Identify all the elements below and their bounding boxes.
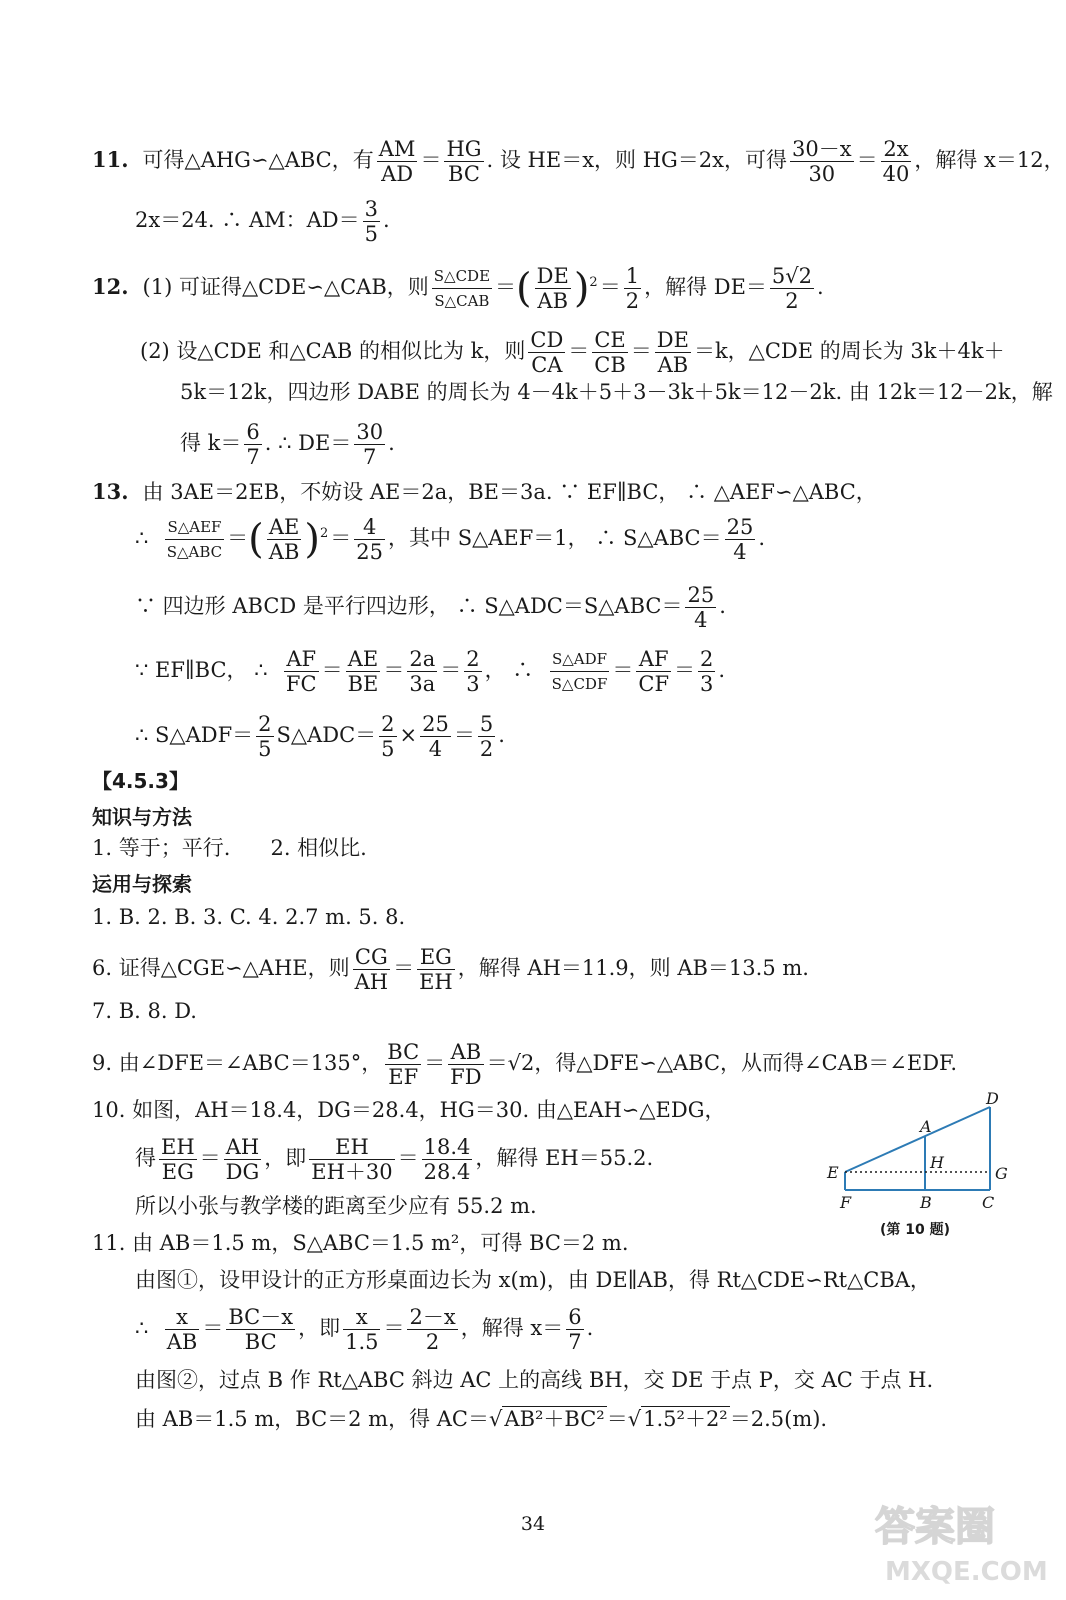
fraction: $\frac{2}{3}$	[466, 647, 480, 696]
fraction: $\frac{HG}{BC}$	[446, 137, 482, 186]
exercise-9: 9. 由∠DFE＝∠ABC＝135°， $\frac{BC}{EF}$ ＝ $\frac{AB}{FD}$ ＝√2，得△DFE∽△ABC，从而得∠CAB＝∠EDF.	[92, 1040, 958, 1089]
exercise-11-line-4: 由图②，过点 B 作 Rt△ABC 斜边 AC 上的高线 BH，交 DE 于点 P，交 AC 于点 H.	[135, 1368, 934, 1392]
fraction: $\frac{2-x}{2}$	[409, 1305, 456, 1354]
radicand: AB²＋BC²	[504, 1407, 605, 1431]
problem-12-part-2-line-2: 5k＝12k，四边形 DABE 的周长为 4－4k＋5＋3－3k＋5k＝12－2k. 由 12k＝12－2k，解	[180, 380, 1053, 404]
problem-13-line-3: ∵ 四边形 ABCD 是平行四边形， ∴ S△ADC＝S△ABC＝ $\frac{25}{4}$ .	[135, 583, 726, 632]
fraction: $\frac{DE}{AB}$	[536, 264, 569, 313]
exercise-10-line-3: 所以小张与教学楼的距离至少应有 55.2 m.	[135, 1194, 537, 1218]
problem-10-figure	[820, 1090, 1020, 1240]
fraction: $\frac{AF}{FC}$	[285, 647, 317, 696]
fraction: $\frac{25}{4}$	[422, 712, 449, 761]
label-e: E	[827, 1163, 839, 1182]
fraction: $\frac{2a}{3a}$	[409, 647, 436, 696]
fraction: $\frac{BC-x}{BC}$	[228, 1305, 294, 1354]
fraction: $\frac{CE}{CB}$	[594, 328, 626, 377]
fraction: $\frac{EH}{EG}$	[161, 1135, 195, 1184]
exercise-10-line-2: 得 $\frac{EH}{EG}$ ＝ $\frac{AH}{DG}$ ，即 $\frac{EH}{EH+30}$ ＝ $\frac{18.4}{28.4}$ ，解得 EH＝55.2.	[135, 1135, 654, 1184]
problem-13-line-5: ∴ S△ADF＝ $\frac{2}{5}$ S△ADC＝ $\frac{2}{5}$ × $\frac{25}{4}$ ＝ $\frac{5}{2}$ .	[135, 712, 505, 761]
radicand: 1.5²＋2²	[643, 1407, 728, 1431]
fraction: $\frac{AB}{FD}$	[450, 1040, 482, 1089]
fraction: $\frac{AF}{CF}$	[638, 647, 670, 696]
fraction: $\frac{6}{7}$	[568, 1305, 582, 1354]
fraction: $\frac{2}{5}$	[381, 712, 395, 761]
exercise-11-line-1: 11. 由 AB＝1.5 m，S△ABC＝1.5 m²，可得 BC＝2 m.	[92, 1231, 629, 1255]
section-header: 【4.5.3】	[92, 769, 189, 793]
fraction: $\frac{AE}{AB}$	[268, 515, 300, 564]
label-c: C	[982, 1193, 995, 1212]
label-g: G	[995, 1164, 1008, 1183]
fraction: $\frac{x}{AB}$	[166, 1305, 198, 1354]
fraction: $\frac{6}{7}$	[246, 420, 260, 469]
problem-13-line-1: 13. 由 3AE＝2EB，不妨设 AE＝2a，BE＝3a. ∵ EF∥BC， ∴ △AEF∽△ABC，	[92, 479, 877, 504]
problem-13-line-4: ∵ EF∥BC， ∴ $\frac{AF}{FC}$ ＝ $\frac{AE}{BE}$ ＝ $\frac{2a}{3a}$ ＝ $\frac{2}{3}$ ， ∴ $\frac{\text{S△ADF}}{\text{S△CDF}}$ ＝ $\frac{AF}{CF}$ ＝ $\frac{2}{3}$ .	[135, 647, 726, 696]
label-d: D	[986, 1090, 999, 1108]
label-h: H	[930, 1153, 944, 1172]
fraction: $\frac{DE}{AB}$	[656, 328, 689, 377]
fraction: $\frac{2}{5}$	[258, 712, 272, 761]
fraction: $\frac{x}{1.5}$	[345, 1305, 379, 1354]
fraction: $\frac{3}{5}$	[364, 197, 378, 246]
fraction: $\frac{1}{2}$	[625, 264, 640, 313]
fraction: $\frac{AM}{AD}$	[378, 137, 416, 186]
exercise-11-line-2: 由图①，设甲设计的正方形桌面边长为 x(m)，由 DE∥AB，得 Rt△CDE∽Rt△CBA，	[135, 1268, 931, 1292]
fraction: $\frac{30-x}{30}$	[792, 137, 852, 186]
svg-text:答案圈: 答案圈	[875, 1504, 995, 1550]
figure-caption: (第 10 题)	[880, 1222, 951, 1238]
label-a: A	[920, 1117, 932, 1136]
problem-11-line-2: 2x＝24. ∴ AM：AD＝ $\frac{3}{5}$ .	[135, 197, 390, 246]
problem-11-line-1: 11. 可得△AHG∽△ABC，有 $\frac{AM}{AD}$ ＝ $\frac{HG}{BC}$ . 设 HE＝x，则 HG＝2x，可得 $\frac{30-x}{30}$ ＝ $\frac{2x}{40}$ ，解得 x＝12，	[92, 137, 1065, 186]
problem-13-line-2: ∴ $\frac{\text{S△AEF}}{\text{S△ABC}}$ ＝( $\frac{AE}{AB}$ )$^2$＝ $\frac{4}{25}$ ，其中 S△AEF＝1， ∴ S△ABC＝ $\frac{25}{4}$ .	[135, 515, 766, 564]
fraction: $\frac{2x}{40}$	[882, 137, 910, 186]
fraction: $\frac{AE}{BE}$	[347, 647, 379, 696]
fraction: $\frac{EH}{EH+30}$	[311, 1135, 393, 1184]
fraction: $\frac{2}{3}$	[700, 647, 714, 696]
page-number: 34	[520, 1513, 546, 1535]
fraction: $\frac{25}{4}$	[726, 515, 754, 564]
fraction: $\frac{4}{25}$	[356, 515, 384, 564]
exercise-answers-1-5: 1. B. 2. B. 3. C. 4. 2.7 m. 5. 8.	[92, 905, 406, 929]
exercise-11-line-3: ∴ $\frac{x}{AB}$ ＝ $\frac{BC-x}{BC}$ ，即 $\frac{x}{1.5}$ ＝ $\frac{2-x}{2}$ ，解得 x＝ $\frac{6}{7}$ .	[135, 1305, 594, 1354]
fraction: $\frac{AH}{DG}$	[225, 1135, 260, 1184]
fraction: $\frac{CG}{AH}$	[354, 945, 389, 994]
fraction: $\frac{EG}{EH}$	[419, 945, 453, 994]
fraction: $\frac{5}{2}$	[479, 712, 494, 761]
line-ed	[845, 1107, 990, 1172]
subhead-application-exploration: 运用与探索	[92, 872, 192, 896]
exercise-10-line-1: 10. 如图，AH＝18.4，DG＝28.4，HG＝30. 由△EAH∽△EDG，	[92, 1098, 726, 1122]
problem-12-part-1: 12. (1) 可证得△CDE∽△CAB，则 $\frac{\text{S△CDE}}{\text{S△CAB}}$ ＝( $\frac{DE}{AB}$ )$^2$＝ $\frac{1}{2}$ ，解得 DE＝ $\frac{5√2}{2}$ .	[92, 264, 824, 313]
problem-12-part-2-line-1: (2) 设△CDE 和△CAB 的相似比为 k，则 $\frac{CD}{CA}$ ＝ $\frac{CE}{CB}$ ＝ $\frac{DE}{AB}$ ＝k，△CDE 的周长为 3k＋4k＋	[140, 328, 1005, 377]
fraction: $\frac{18.4}{28.4}$	[423, 1135, 471, 1184]
fraction: $\frac{\text{S△AEF}}{\text{S△ABC}}$	[165, 515, 224, 564]
exercise-7-8: 7. B. 8. D.	[92, 999, 197, 1023]
exercise-6: 6. 证得△CGE∽△AHE，则 $\frac{CG}{AH}$ ＝ $\frac{EG}{EH}$ ，解得 AH＝11.9，则 AB＝13.5 m.	[92, 945, 809, 994]
label-b: B	[920, 1193, 932, 1212]
label-f: F	[840, 1193, 852, 1212]
fraction: $\frac{BC}{EF}$	[387, 1040, 420, 1089]
svg-text:MXQE.COM: MXQE.COM	[885, 1557, 1048, 1587]
fraction: $\frac{\text{S△CDE}}{\text{S△CAB}}$	[432, 264, 492, 313]
watermark-logo	[865, 1495, 1055, 1590]
problem-12-part-2-line-3: 得 k＝ $\frac{6}{7}$ . ∴ DE＝ $\frac{30}{7}$ .	[180, 420, 395, 469]
fraction: $\frac{5√2}{2}$	[771, 264, 813, 313]
knowledge-answers: 1. 等于；平行. 2. 相似比.	[92, 836, 367, 860]
fraction: $\frac{CD}{CA}$	[530, 328, 564, 377]
fraction: $\frac{25}{4}$	[687, 583, 715, 632]
exercise-11-line-5: 由 AB＝1.5 m，BC＝2 m，得 AC＝√AB²＋BC²＝√1.5²＋2²＝2.5(m).	[135, 1407, 828, 1431]
fraction: $\frac{30}{7}$	[356, 420, 384, 469]
fraction: $\frac{\text{S△ADF}}{\text{S△CDF}}$	[550, 647, 610, 696]
subhead-knowledge-method: 知识与方法	[92, 805, 192, 829]
